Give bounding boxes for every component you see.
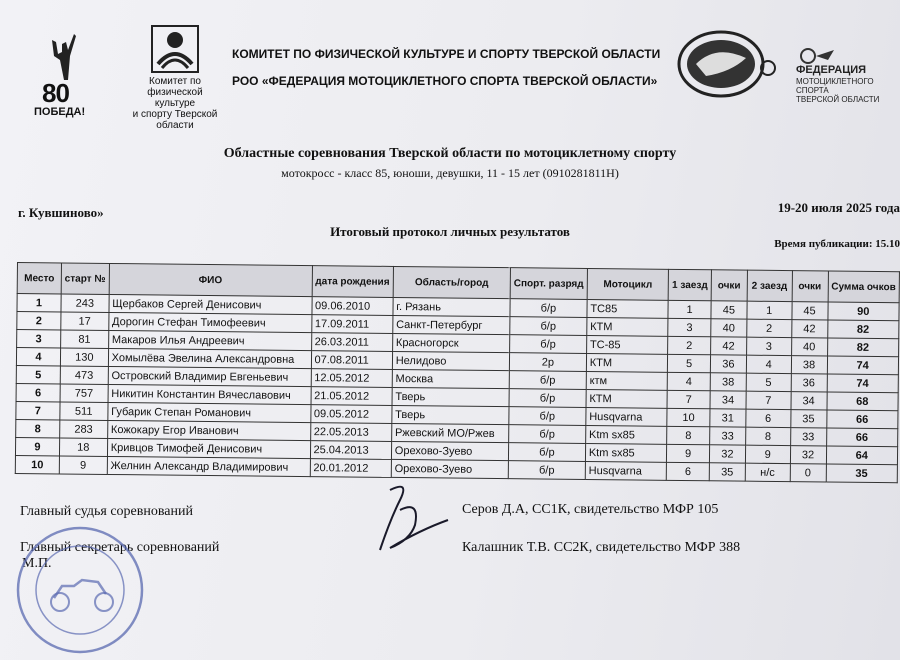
cell-start-number: 9 xyxy=(59,456,107,474)
col-total: Сумма очков xyxy=(828,271,900,303)
cell-name: Макаров Илья Андреевич xyxy=(108,330,311,350)
cell-total: 74 xyxy=(827,374,899,393)
cell-start-number: 473 xyxy=(60,366,108,384)
cell-total: 66 xyxy=(826,428,898,447)
cell-rank: б/р xyxy=(508,443,585,462)
cell-birthdate: 17.09.2011 xyxy=(311,315,392,334)
cell-points2: 33 xyxy=(790,428,826,446)
cell-region: Орехово-Зуево xyxy=(391,459,508,478)
col-region: Область/город xyxy=(393,266,511,298)
cell-rank: б/р xyxy=(510,299,587,318)
cell-points2: 35 xyxy=(790,410,826,428)
fed-logo-title: ФЕДЕРАЦИЯ xyxy=(796,64,867,76)
cell-race1: 4 xyxy=(667,372,710,390)
cell-region: Ржевский МО/Ржев xyxy=(391,423,508,442)
federation-emblem-icon xyxy=(798,46,838,64)
cell-race2: 2 xyxy=(747,319,792,337)
cell-total: 64 xyxy=(826,446,898,465)
protocol-title: Итоговый протокол личных результатов xyxy=(330,224,570,239)
federation-title: РОО «ФЕДЕРАЦИЯ МОТОЦИКЛЕТНОГО СПОРТА ТВЕРСКОЙ ОБЛАСТИ» xyxy=(232,74,658,88)
cell-region: Красногорск xyxy=(392,333,509,352)
chief-secretary-label: Главный секретарь соревнований xyxy=(20,540,220,555)
cell-motorcycle: Husqvarna xyxy=(586,407,668,426)
cell-birthdate: 07.08.2011 xyxy=(311,351,392,370)
cell-start-number: 283 xyxy=(60,420,108,438)
cell-motorcycle: Ktm sx85 xyxy=(585,425,667,444)
cell-rank: б/р xyxy=(509,389,586,408)
logo-80-number: 80 xyxy=(42,78,69,108)
logo-80-text: ПОБЕДА! xyxy=(34,106,86,118)
cell-birthdate: 21.05.2012 xyxy=(311,387,392,406)
cell-birthdate: 22.05.2013 xyxy=(310,423,391,442)
cell-points2: 34 xyxy=(791,392,827,410)
cell-motorcycle: КТМ xyxy=(587,317,669,336)
cell-race1: 5 xyxy=(668,354,711,372)
cell-region: г. Рязань xyxy=(393,297,510,316)
cell-race2: 8 xyxy=(745,427,790,445)
cell-birthdate: 09.06.2010 xyxy=(311,297,392,316)
cell-birthdate: 25.04.2013 xyxy=(310,441,391,460)
committee-logo-text: Комитет по физической культуре и спорту Тверской области xyxy=(132,76,218,131)
cell-place: 1 xyxy=(17,294,61,312)
results-table xyxy=(15,262,900,483)
cell-points1: 34 xyxy=(710,391,746,409)
cell-name: Губарик Степан Романович xyxy=(108,402,311,422)
cell-points1: 32 xyxy=(709,445,745,463)
cell-rank: б/р xyxy=(509,371,586,390)
cell-region: Тверь xyxy=(392,405,509,424)
cell-name: Кривцов Тимофей Денисович xyxy=(107,438,310,458)
cell-race1: 7 xyxy=(667,390,710,408)
city-label: г. Кувшиново» xyxy=(18,205,104,220)
cell-race1: 10 xyxy=(667,408,710,426)
cell-motorcycle: КТМ xyxy=(586,389,668,408)
moto-club-emblem-icon xyxy=(676,28,786,100)
stamp-place-label: М.П. xyxy=(22,556,52,571)
cell-race2: 3 xyxy=(746,337,791,355)
cell-total: 90 xyxy=(827,302,899,321)
col-place: Место xyxy=(17,263,61,294)
cell-region: Тверь xyxy=(392,387,509,406)
cell-race2: 4 xyxy=(746,355,791,373)
publication-time: Время публикации: 15.10 xyxy=(774,238,900,250)
chief-secretary-name: Калашник Т.В. СС2К, свидетельство МФР 388 xyxy=(462,540,741,555)
cell-race1: 3 xyxy=(668,318,711,336)
victory-80-logo xyxy=(28,30,98,122)
cell-total: 35 xyxy=(826,464,898,483)
cell-race1: 2 xyxy=(668,336,711,354)
cell-rank: б/р xyxy=(510,317,587,336)
cell-race1: 8 xyxy=(667,426,710,444)
organization-stamp xyxy=(10,520,150,660)
cell-race2: 9 xyxy=(745,445,790,463)
cell-start-number: 243 xyxy=(61,294,109,312)
col-race2: 2 заезд xyxy=(747,270,792,301)
cell-points1: 38 xyxy=(710,373,746,391)
cell-birthdate: 20.01.2012 xyxy=(310,459,391,478)
cell-place: 2 xyxy=(17,312,61,330)
cell-place: 9 xyxy=(15,437,59,455)
cell-name: Кожокару Егор Иванович xyxy=(107,420,310,440)
cell-name: Никитин Константин Вячеславович xyxy=(108,384,311,404)
committee-title: КОМИТЕТ ПО ФИЗИЧЕСКОЙ КУЛЬТУРЕ И СПОРТУ ТВЕРСКОЙ ОБЛАСТИ xyxy=(232,47,661,61)
col-race1: 1 заезд xyxy=(668,269,711,300)
chief-judge-name: Серов Д.А, СС1К, свидетельство МФР 105 xyxy=(462,502,719,517)
cell-total: 82 xyxy=(827,320,899,339)
competition-subtitle: мотокросс - класс 85, юноши, девушки, 11 - 15 лет (0910281811Н) xyxy=(281,166,619,180)
cell-points1: 40 xyxy=(711,319,747,337)
cell-region: Нелидово xyxy=(392,351,509,370)
cell-birthdate: 09.05.2012 xyxy=(310,405,391,424)
cell-motorcycle: Ktm sx85 xyxy=(585,443,667,462)
cell-place: 8 xyxy=(16,419,60,437)
cell-race2: н/с xyxy=(745,463,790,481)
cell-motorcycle: Husqvarna xyxy=(585,461,667,480)
cell-rank: 2р xyxy=(509,353,586,372)
committee-emblem-icon xyxy=(150,24,200,74)
cell-points1: 36 xyxy=(710,355,746,373)
cell-points2: 0 xyxy=(790,464,826,482)
cell-race1: 1 xyxy=(668,300,711,318)
cell-points1: 33 xyxy=(710,427,746,445)
col-rank: Спорт. разряд xyxy=(510,268,587,300)
cell-points1: 35 xyxy=(709,463,745,481)
cell-place: 6 xyxy=(16,383,60,401)
cell-points2: 38 xyxy=(791,356,827,374)
cell-rank: б/р xyxy=(510,335,587,354)
col-name: ФИО xyxy=(109,263,312,296)
cell-points1: 31 xyxy=(710,409,746,427)
cell-place: 10 xyxy=(15,455,59,473)
cell-total: 74 xyxy=(827,356,899,375)
cell-birthdate: 26.03.2011 xyxy=(311,333,392,352)
cell-total: 82 xyxy=(827,338,899,357)
cell-start-number: 757 xyxy=(60,384,108,402)
cell-race2: 5 xyxy=(746,373,791,391)
cell-name: Дорогин Стефан Тимофеевич xyxy=(108,312,311,332)
cell-region: Москва xyxy=(392,369,509,388)
cell-points2: 40 xyxy=(791,338,827,356)
cell-name: Щербаков Сергей Денисович xyxy=(109,294,312,314)
cell-start-number: 81 xyxy=(60,330,108,348)
cell-rank: б/р xyxy=(509,407,586,426)
cell-place: 5 xyxy=(16,365,60,383)
col-points2: очки xyxy=(792,271,828,302)
cell-motorcycle: TC85 xyxy=(587,299,669,318)
cell-rank: б/р xyxy=(508,461,585,480)
col-motorcycle: Мотоцикл xyxy=(587,268,669,300)
federation-logo xyxy=(790,46,890,102)
cell-start-number: 130 xyxy=(60,348,108,366)
cell-place: 4 xyxy=(16,348,60,366)
cell-points2: 32 xyxy=(790,446,826,464)
col-points1: очки xyxy=(711,270,747,301)
cell-race2: 1 xyxy=(747,301,792,319)
cell-race1: 9 xyxy=(667,444,710,462)
cell-rank: б/р xyxy=(509,425,586,444)
cell-motorcycle: ктм xyxy=(586,371,668,390)
cell-race2: 6 xyxy=(746,409,791,427)
cell-name: Хомылёва Эвелина Александровна xyxy=(108,348,311,368)
cell-race1: 6 xyxy=(667,462,710,480)
cell-start-number: 511 xyxy=(60,402,108,420)
col-start-number: старт № xyxy=(61,263,109,294)
cell-points2: 36 xyxy=(791,374,827,392)
cell-points2: 45 xyxy=(791,302,827,320)
cell-birthdate: 12.05.2012 xyxy=(311,369,392,388)
committee-logo xyxy=(130,24,220,131)
cell-place: 7 xyxy=(16,401,60,419)
cell-points1: 45 xyxy=(711,301,747,319)
cell-motorcycle: КТМ xyxy=(586,353,668,372)
chief-judge-label: Главный судья соревнований xyxy=(20,504,193,519)
signature-mark xyxy=(360,480,450,560)
cell-start-number: 17 xyxy=(61,312,109,330)
cell-name: Желнин Александр Владимирович xyxy=(107,456,310,476)
cell-points2: 42 xyxy=(791,320,827,338)
cell-motorcycle: ТС-85 xyxy=(586,335,668,354)
cell-total: 68 xyxy=(826,392,898,411)
cell-start-number: 18 xyxy=(59,438,107,456)
motherland-statue-icon xyxy=(48,30,80,80)
competition-dates: 19-20 июля 2025 года xyxy=(777,200,900,215)
competition-title: Областные соревнования Тверской области по мотоциклетному спорту xyxy=(223,146,677,161)
fed-logo-subtitle: МОТОЦИКЛЕТНОГО СПОРТА ТВЕРСКОЙ ОБЛАСТИ xyxy=(796,77,880,104)
cell-points1: 42 xyxy=(710,337,746,355)
cell-name: Островский Владимир Евгеньевич xyxy=(108,366,311,386)
cell-race2: 7 xyxy=(746,391,791,409)
col-birthdate: дата рождения xyxy=(312,266,394,298)
cell-place: 3 xyxy=(17,330,61,348)
cell-region: Орехово-Зуево xyxy=(391,441,508,460)
cell-total: 66 xyxy=(826,410,898,429)
cell-region: Санкт-Петербург xyxy=(393,315,510,334)
